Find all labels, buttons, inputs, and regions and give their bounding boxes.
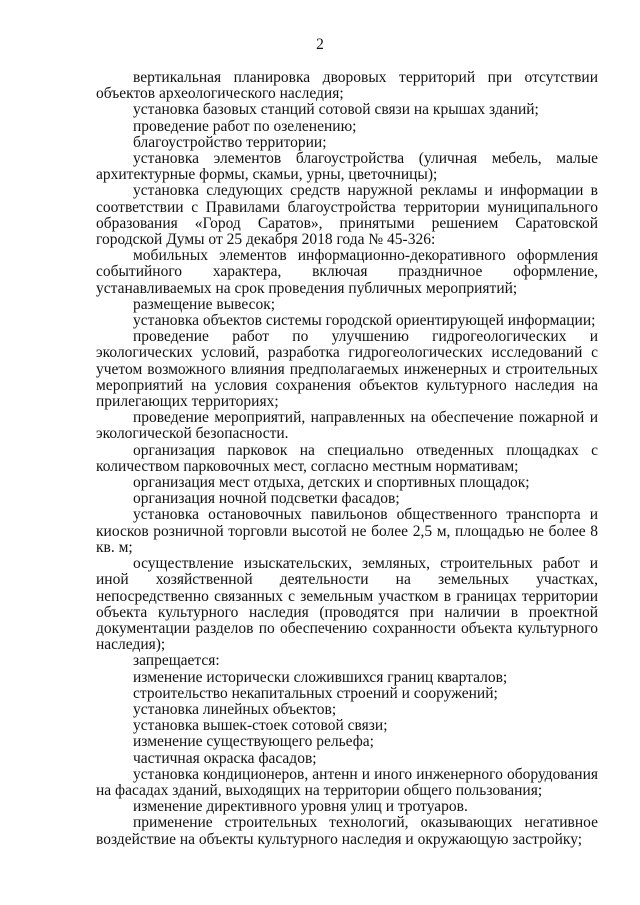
paragraph: проведение мероприятий, направленных на обеспечение пожарной и экологической безопасности.	[96, 409, 598, 443]
paragraph: установка кондиционеров, антенн и иного инженерного оборудования на фасадах зданий, выходящих на территории общего пользования;	[96, 765, 598, 799]
paragraph: строительство некапитальных строений и сооружений;	[133, 684, 498, 702]
paragraph: осуществление изыскательских, земляных, строительных работ и иной хозяйственной деятельности на земельных участках, непосредственно связанных с земельным участком в границах территории объекта культурного наследия (проводятся при наличии в проектной документации разделов по обеспечению сохранности объекта культурного наследия);	[96, 555, 598, 654]
paragraph: организация парковок на специально отведенных площадках с количеством парковочных мест, согласно местным нормативам;	[96, 441, 598, 475]
paragraph: установка вышек-стоек сотовой связи;	[133, 717, 388, 735]
paragraph: организация мест отдыха, детских и спортивных площадок;	[133, 474, 530, 492]
paragraph: мобильных элементов информационно-декоративного оформления событийного характера, включая праздничное оформление, устанавливаемых на срок проведения публичных мероприятий;	[96, 247, 598, 297]
paragraph: изменение директивного уровня улиц и тротуаров.	[133, 798, 468, 816]
paragraph: вертикальная планировка дворовых территорий при отсутствии объектов археологического наследия;	[96, 69, 598, 103]
paragraph: применение строительных технологий, оказывающих негативное воздействие на объекты культурного наследия и окружающую застройку;	[96, 814, 598, 848]
paragraph: частичная окраска фасадов;	[133, 749, 317, 767]
paragraph: установка элементов благоустройства (уличная мебель, малые архитектурные формы, скамьи, урны, цветочницы);	[96, 150, 598, 184]
paragraph: размещение вывесок;	[133, 295, 276, 313]
paragraph: проведение работ по озеленению;	[133, 117, 357, 135]
page-number: 2	[316, 36, 324, 53]
document-body	[96, 70, 598, 848]
paragraph: изменение исторически сложившихся границ кварталов;	[133, 668, 508, 686]
paragraph: благоустройство территории;	[133, 133, 327, 151]
paragraph: установка следующих средств наружной рекламы и информации в соответствии с Правилами благоустройства территории муниципального образования «Город Саратов», принятыми решением Саратовской городской Думы от 25 декабря 2018 года № 45-326:	[96, 182, 598, 249]
paragraph: установка объектов системы городской ориентирующей информации;	[133, 312, 596, 330]
paragraph: запрещается:	[133, 652, 220, 670]
paragraph: установка базовых станций сотовой связи на крышах зданий;	[133, 101, 539, 119]
paragraph: установка линейных объектов;	[133, 700, 337, 718]
paragraph: установка остановочных павильонов общественного транспорта и киосков розничной торговли высотой не более 2,5 м, площадью не более 8 кв. м;	[96, 506, 598, 556]
paragraph: изменение существующего рельефа;	[133, 733, 374, 751]
paragraph: проведение работ по улучшению гидрогеологических и экологических условий, разработка гидрогеологических исследований с учетом возможного влияния предполагаемых инженерных и строительных мероприятий на условия сохранения объектов культурного наследия на прилегающих территориях;	[96, 328, 598, 411]
paragraph: организация ночной подсветки фасадов;	[133, 490, 400, 508]
